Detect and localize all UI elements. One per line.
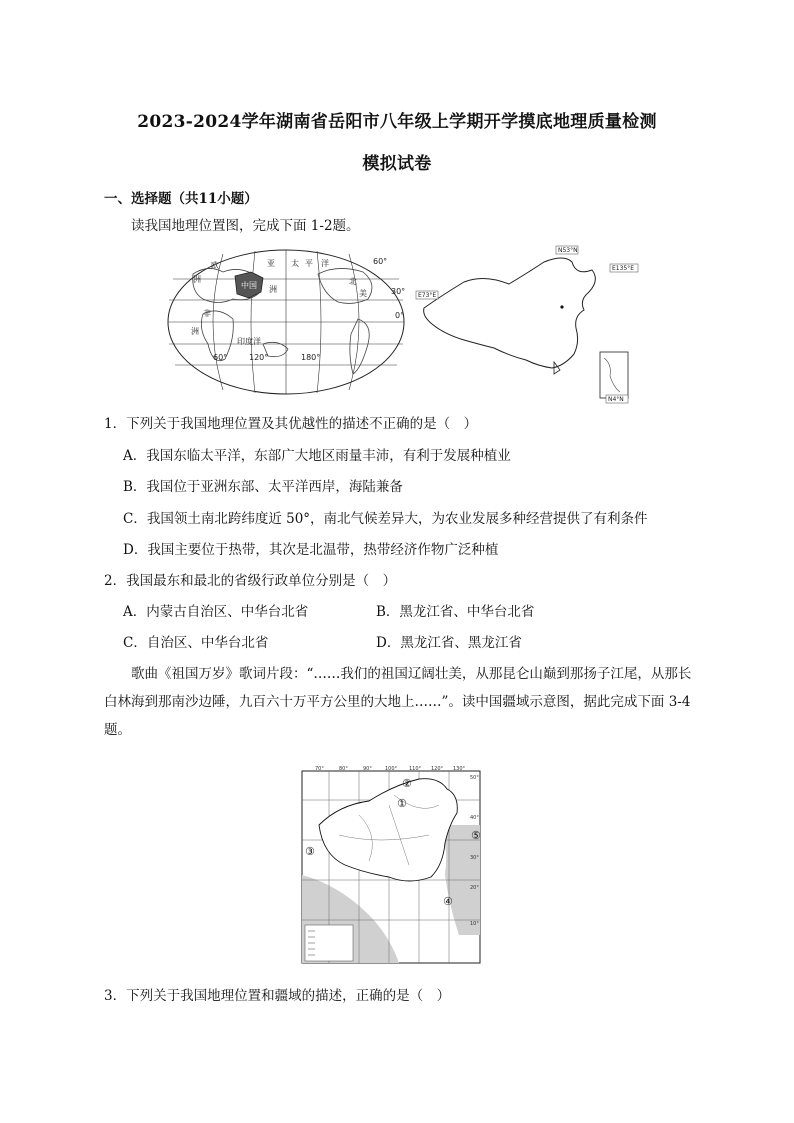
svg-text:40°: 40° [470,815,479,821]
question-2-option-a: A．内蒙古自治区、中华台北省 [123,604,309,620]
svg-text:100°: 100° [385,766,398,772]
svg-text:30°: 30° [391,287,406,296]
capital-dot [560,305,563,308]
svg-text:④: ④ [443,895,453,908]
svg-text:120°: 120° [431,766,444,772]
question-2-option-c: C．自治区、中华台北省 [123,635,269,651]
question-1-option-d: D．我国主要位于热带，其次是北温带，热带经济作物广泛种植 [123,542,499,558]
section-heading: 一、选择题（共11小题） [104,191,258,207]
svg-text:0°: 0° [395,311,405,320]
svg-text:平: 平 [305,259,313,268]
svg-text:美: 美 [359,289,367,298]
question-1-stem: 1．下列关于我国地理位置及其优越性的描述不正确的是（ ） [104,416,478,432]
china-map-figure [414,244,642,406]
page-title-line1: 2023-2024学年湖南省岳阳市八年级上学期开学摸底地理质量检测 [137,112,657,132]
svg-text:20°: 20° [470,885,479,891]
territory-map-figure [299,765,485,967]
svg-text:②: ② [402,777,412,790]
svg-text:洲: 洲 [193,275,201,284]
svg-text:110°: 110° [409,766,422,772]
question-3-stem: 3．下列关于我国地理位置和疆域的描述，正确的是（ ） [104,988,451,1004]
question-2-option-d: D．黑龙江省、黑龙江省 [376,635,522,651]
svg-text:130°: 130° [453,766,466,772]
svg-text:60°: 60° [373,257,388,266]
svg-text:洲: 洲 [191,327,199,336]
svg-text:北: 北 [349,277,357,286]
svg-text:⑤: ⑤ [471,829,481,842]
svg-text:③: ③ [305,845,315,858]
intro-text-2: 歌曲《祖国万岁》歌词片段：“……我们的祖国辽阔壮美，从那昆仑山巅到那扬子江尾，从那长白林海到那南沙边陲，九百六十万平方公里的大地上……”。读中国疆域示意图，据此完成下面 3-4题。 [104,666,692,738]
south-china-sea-inset [600,352,628,398]
question-1-option-b: B．我国位于亚洲东部、太平洋西岸，海陆兼备 [123,479,403,495]
intro-text-1: 读我国地理位置图，完成下面 1-2题。 [131,218,360,234]
svg-text:80°: 80° [339,766,348,772]
svg-text:60°: 60° [213,353,228,362]
svg-text:①: ① [397,797,407,810]
svg-text:10°: 10° [470,921,479,927]
svg-text:印度洋: 印度洋 [237,337,261,346]
svg-text:50°: 50° [470,775,479,781]
svg-text:中国: 中国 [241,281,257,290]
svg-text:120°: 120° [249,353,269,362]
question-2-stem: 2．我国最东和最北的省级行政单位分别是（ ） [104,573,397,589]
svg-text:太: 太 [291,259,299,268]
svg-text:180°: 180° [301,353,321,362]
svg-text:90°: 90° [363,766,372,772]
svg-text:欧: 欧 [211,261,219,270]
svg-text:E135°E: E135°E [612,265,635,272]
question-1-option-a: A．我国东临太平洋，东部广大地区雨量丰沛，有利于发展种植业 [123,448,511,464]
svg-text:N53°N: N53°N [558,247,578,254]
question-2-option-b: B．黑龙江省、中华台北省 [376,604,535,620]
page-title-line2: 模拟试卷 [362,154,432,174]
svg-text:30°: 30° [470,855,479,861]
world-map-figure [163,244,413,400]
svg-text:亚: 亚 [267,259,275,268]
svg-text:70°: 70° [315,766,324,772]
svg-text:洋: 洋 [321,259,329,268]
svg-text:非: 非 [203,309,211,318]
china-outline [424,258,596,368]
question-1-option-c: C．我国领土南北跨纬度近 50°，南北气候差异大，为农业发展多种经营提供了有利条件 [123,511,648,527]
svg-text:N4°N: N4°N [608,396,624,403]
svg-text:洲: 洲 [269,285,277,294]
svg-text:E73°E: E73°E [418,292,437,299]
